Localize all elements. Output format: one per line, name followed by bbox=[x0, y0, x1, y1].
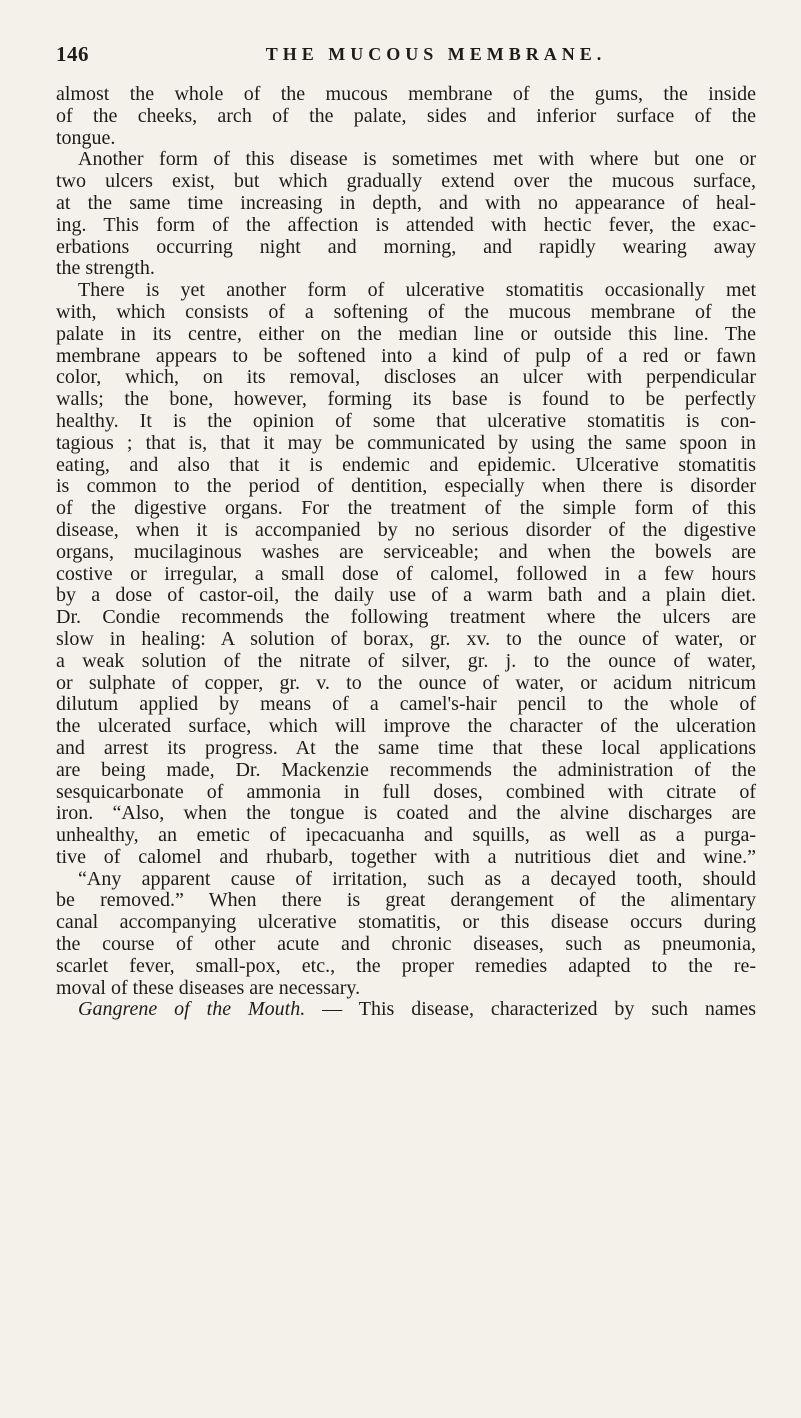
text-line: the ulcerated surface, which will improve the character of the ulceration bbox=[56, 715, 756, 738]
body-text bbox=[56, 84, 756, 1021]
text-line: organs, mucilaginous washes are serviceable; and when the bowels are bbox=[56, 540, 756, 563]
text-line: or sulphate of copper, gr. v. to the ounce of water, or acidum nitricum bbox=[56, 671, 756, 694]
text-line: eating, and also that it is endemic and epidemic. Ulcerative stomatitis bbox=[56, 453, 756, 476]
text-line: palate in its centre, either on the median line or outside this line. The bbox=[56, 322, 756, 345]
section-text: — This disease, characterized by such names bbox=[305, 998, 756, 1021]
text-line: be removed.” When there is great derangement of the alimentary bbox=[56, 889, 756, 912]
text-line: are being made, Dr. Mackenzie recommends the administration of the bbox=[56, 758, 756, 781]
text-line: tive of calomel and rhubarb, together with a nutritious diet and wine.” bbox=[56, 845, 756, 868]
text-line: healthy. It is the opinion of some that ulcerative stomatitis is con- bbox=[56, 409, 756, 432]
text-line: the course of other acute and chronic diseases, such as pneumonia, bbox=[56, 933, 756, 956]
text-line: with, which consists of a softening of the mucous membrane of the bbox=[56, 300, 756, 323]
text-line: by a dose of castor-oil, the daily use of a warm bath and a plain diet. bbox=[56, 584, 756, 607]
text-line: sesquicarbonate of ammonia in full doses, combined with citrate of bbox=[56, 780, 756, 803]
text-line: Another form of this disease is sometimes met with where but one or bbox=[78, 148, 756, 171]
text-line: two ulcers exist, but which gradually extend over the mucous surface, bbox=[56, 170, 756, 193]
text-line: There is yet another form of ulcerative stomatitis occasionally met bbox=[78, 279, 756, 302]
text-line: moval of these diseases are necessary. bbox=[56, 976, 361, 999]
text-line: canal accompanying ulcerative stomatitis, or this disease occurs during bbox=[56, 911, 756, 934]
text-line: unhealthy, an emetic of ipecacuanha and squills, as well as a purga- bbox=[56, 824, 756, 847]
text-line: at the same time increasing in depth, and with no appearance of heal- bbox=[56, 191, 756, 214]
running-head: THE MUCOUS MEMBRANE. bbox=[265, 44, 607, 64]
text-line: is common to the period of dentition, especially when there is disorder bbox=[56, 475, 756, 498]
text-line: “Any apparent cause of irritation, such as a decayed tooth, should bbox=[78, 867, 756, 890]
text-line: tagious ; that is, that it may be communicated by using the same spoon in bbox=[56, 431, 756, 454]
text-line: a weak solution of the nitrate of silver, gr. j. to the ounce of water, bbox=[56, 649, 756, 672]
text-line: erbations occurring night and morning, and rapidly wearing away bbox=[56, 235, 756, 258]
text-line: of the cheeks, arch of the palate, sides and inferior surface of the bbox=[56, 104, 756, 127]
text-line: and arrest its progress. At the same time that these local applications bbox=[56, 736, 756, 759]
section-heading: Gangrene of the Mouth. bbox=[78, 998, 306, 1021]
page-number: 146 bbox=[56, 42, 89, 66]
page-header bbox=[56, 42, 756, 76]
text-line: almost the whole of the mucous membrane of the gums, the inside bbox=[56, 83, 756, 105]
text-line: membrane appears to be softened into a kind of pulp of a red or fawn bbox=[56, 344, 756, 367]
text-line: scarlet fever, small-pox, etc., the proper remedies adapted to the re- bbox=[56, 954, 756, 977]
section-start-line bbox=[56, 999, 756, 1021]
text-line: of the digestive organs. For the treatment of the simple form of this bbox=[56, 497, 756, 520]
text-line: ing. This form of the affection is attended with hectic fever, the exac- bbox=[56, 213, 756, 236]
text-line: walls; the bone, however, forming its base is found to be perfectly bbox=[56, 388, 756, 411]
text-line: Dr. Condie recommends the following treatment where the ulcers are bbox=[56, 606, 756, 629]
text-line: dilutum applied by means of a camel's-hair pencil to the whole of bbox=[56, 693, 756, 716]
text-line: color, which, on its removal, discloses an ulcer with perpendicular bbox=[56, 366, 756, 389]
text-line: slow in healing: A solution of borax, gr. xv. to the ounce of water, or bbox=[56, 627, 756, 650]
text-line: costive or irregular, a small dose of calomel, followed in a few hours bbox=[56, 562, 756, 585]
text-line: tongue. bbox=[56, 126, 116, 149]
text-line: iron. “Also, when the tongue is coated and the alvine discharges are bbox=[56, 802, 756, 825]
text-line: the strength. bbox=[56, 257, 155, 280]
text-line: disease, when it is accompanied by no serious disorder of the digestive bbox=[56, 518, 756, 541]
